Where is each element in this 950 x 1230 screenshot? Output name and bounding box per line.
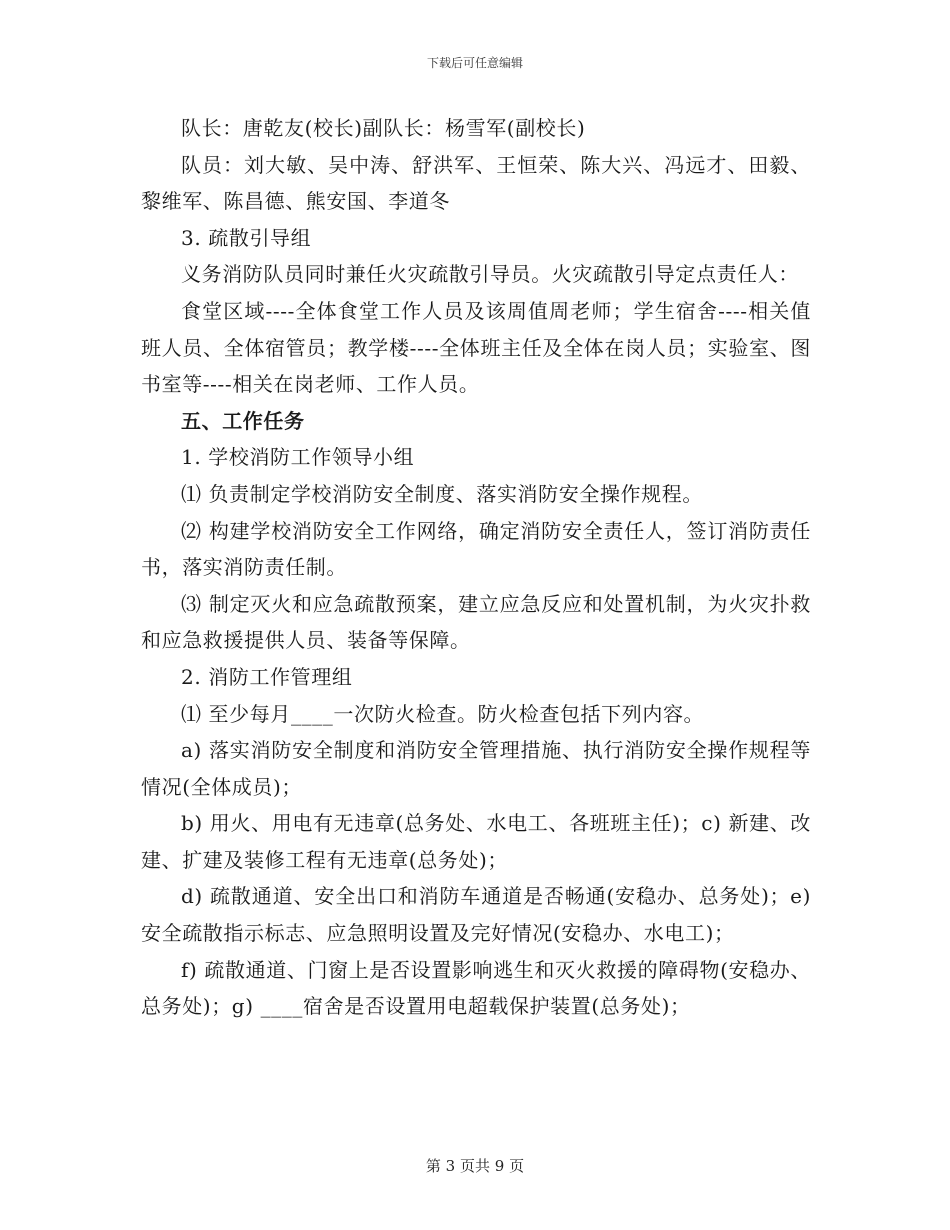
list-item-2: ⑵ 构建学校消防安全工作网络，确定消防安全责任人，签订消防责任书，落实消防责任制。	[141, 518, 811, 580]
header-note: 下载后可任意编辑	[426, 56, 523, 70]
list-item-1: ⑴ 负责制定学校消防安全制度、落实消防安全操作规程。	[181, 481, 703, 506]
paragraph-evacuation-areas: 食堂区域----全体食堂工作人员及该周值周老师；学生宿舍----相关值班人员、全体宿管员；教学楼----全体班主任及全体在岗人员；实验室、图书室等----相关在岗老师、工作人员。	[141, 298, 811, 397]
page-number: 第 3 页共 9 页	[425, 1157, 525, 1175]
heading-management-group: 2. 消防工作管理组	[181, 664, 353, 689]
heading-evacuation-group: 3. 疏散引导组	[181, 225, 312, 250]
paragraph-team-leader: 队长：唐乾友(校长)副队长：杨雪军(副校长)	[181, 116, 586, 140]
check-item-d-e: d) 疏散通道、安全出口和消防车通道是否畅通(安稳办、总务处)；e) 安全疏散指示标志、应急照明设置及完好情况(安稳办、水电工)；	[141, 884, 811, 946]
check-item-b-c: b) 用火、用电有无违章(总务处、水电工、各班班主任)；c) 新建、改建、扩建及装修工程有无违章(总务处)；	[141, 811, 811, 872]
check-item-f-g: f) 疏散通道、门窗上是否设置影响逃生和灭火救援的障碍物(安稳办、总务处)；g) ____宿舍是否设置用电超载保护装置(总务处)；	[141, 957, 811, 1019]
check-item-a: a) 落实消防安全制度和消防安全管理措施、执行消防安全操作规程等情况(全体成员)；	[141, 738, 811, 799]
paragraph-evacuation-guides: 义务消防队员同时兼任火灾疏散引导员。火灾疏散引导定点责任人：	[181, 262, 799, 287]
list-item-monthly-check: ⑴ 至少每月____一次防火检查。防火检查包括下列内容。	[181, 701, 705, 726]
list-item-3: ⑶ 制定灭火和应急疏散预案，建立应急反应和处置机制，为火灾扑救和应急救援提供人员、装备等保障。	[141, 591, 811, 653]
heading-leadership-group: 1. 学校消防工作领导小组	[181, 445, 415, 470]
section-heading-tasks: 五、工作任务	[181, 408, 305, 433]
paragraph-team-members: 队员：刘大敏、吴中涛、舒洪军、王恒荣、陈大兴、冯远才、田毅、黎维军、陈昌德、熊安国、李道冬	[141, 152, 811, 214]
document-body	[141, 110, 811, 1025]
